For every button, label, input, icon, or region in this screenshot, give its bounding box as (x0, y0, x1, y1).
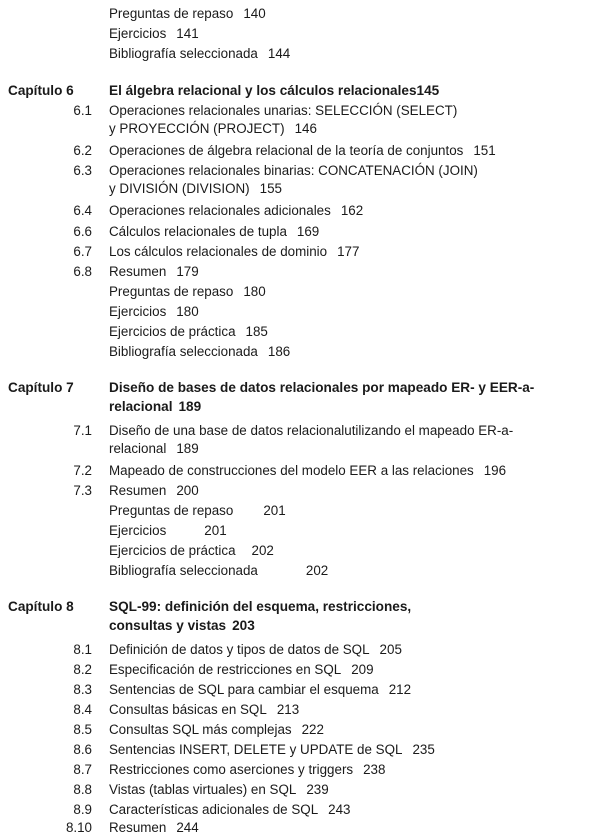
section-page: 209 (351, 662, 374, 677)
section-title-text: Resumen (109, 264, 167, 279)
section-page: 200 (176, 483, 199, 498)
section-number: 8.8 (73, 782, 92, 797)
entry-text: Bibliografía seleccionada (109, 563, 258, 578)
section-title-text: Especificación de restricciones en SQL (109, 662, 342, 677)
section-title (109, 720, 324, 740)
section-title-text: Resumen (109, 483, 167, 498)
section-title (109, 640, 402, 660)
section-number: 8.6 (73, 742, 92, 757)
entry-text: Ejercicios (109, 523, 167, 538)
entry-text: Preguntas de repaso (109, 6, 234, 21)
entry-page: 140 (243, 6, 266, 21)
toc-entry (109, 521, 227, 541)
section-page: 238 (363, 762, 386, 777)
section-number: 6.2 (73, 143, 92, 158)
section-page: 213 (276, 702, 300, 717)
section-title-continued (109, 179, 282, 199)
section-title: Diseño de una base de datos relacionalutilizando el mapeado ER-a- (109, 423, 514, 438)
section-page: 235 (412, 742, 435, 757)
entry-text: Preguntas de repaso (109, 284, 234, 299)
section-page: 205 (379, 642, 402, 657)
chapter-title-text: relacional (109, 399, 173, 414)
section-title (109, 680, 411, 700)
section-number: 6.7 (73, 244, 92, 259)
section-title-text: y DIVISIÓN (DIVISION) (109, 181, 250, 196)
toc-entry (109, 282, 266, 302)
section-title (109, 242, 359, 262)
section-page: 239 (306, 782, 329, 797)
entry-text: Bibliografía seleccionada (109, 46, 258, 61)
section-title-continued (109, 439, 199, 459)
toc-entry (109, 501, 286, 521)
chapter-title-continued (109, 616, 255, 636)
section-title-text: Definición de datos y tipos de datos de SQL (109, 642, 370, 657)
section-page: 155 (259, 181, 282, 196)
section-title-text: Mapeado de construcciones del modelo EER a las relaciones (109, 463, 474, 478)
section-title (109, 461, 506, 481)
entry-page: 141 (176, 26, 199, 41)
toc-entry (109, 322, 268, 342)
chapter-title-text: consultas y vistas (109, 618, 227, 633)
section-title (109, 818, 199, 838)
section-number: 6.4 (73, 203, 92, 218)
section-number: 7.1 (73, 423, 92, 438)
section-title (109, 201, 363, 221)
section-title (109, 141, 496, 161)
section-title-text: Consultas básicas en SQL (109, 702, 267, 717)
entry-page: 185 (245, 324, 268, 339)
section-page: 212 (388, 682, 412, 697)
section-number: 8.5 (73, 722, 92, 737)
section-title-text: Los cálculos relacionales de dominio (109, 244, 328, 259)
entry-text: Ejercicios de práctica (109, 543, 236, 558)
section-page: 179 (176, 264, 199, 279)
section-number: 8.10 (65, 820, 92, 835)
section-title-text: Operaciones relacionales adicionales (109, 203, 331, 218)
section-title (109, 222, 319, 242)
chapter-page: 189 (178, 399, 202, 414)
section-title-text: Resumen (109, 820, 167, 835)
entry-page: 144 (267, 46, 291, 61)
section-page: 151 (473, 143, 496, 158)
entry-page: 202 (251, 543, 274, 558)
chapter-title-continued (109, 397, 201, 417)
chapter-label: Capítulo 8 (8, 599, 74, 614)
section-page: 162 (340, 203, 364, 218)
toc-entry (109, 44, 290, 64)
section-title-text: Características adicionales de SQL (109, 802, 319, 817)
section-number: 8.7 (73, 762, 92, 777)
entry-page: 201 (263, 503, 286, 518)
section-title (109, 262, 199, 282)
entry-page: 186 (267, 344, 291, 359)
section-page: 146 (294, 121, 317, 136)
entry-page: 201 (204, 523, 227, 538)
chapter-title (109, 81, 439, 101)
section-number: 8.2 (73, 662, 92, 677)
toc-entry (109, 541, 274, 561)
chapter-page: 145 (416, 83, 440, 98)
chapter-label: Capítulo 6 (8, 83, 74, 98)
chapter-page: 203 (232, 618, 255, 633)
section-page: 222 (301, 722, 324, 737)
section-title (109, 780, 329, 800)
section-title-text: Consultas SQL más complejas (109, 722, 292, 737)
entry-text: Bibliografía seleccionada (109, 344, 258, 359)
section-number: 8.4 (73, 702, 92, 717)
section-page: 244 (176, 820, 199, 835)
toc-entry (109, 24, 199, 44)
section-page: 189 (176, 441, 199, 456)
section-title (109, 660, 374, 680)
section-page: 196 (483, 463, 507, 478)
section-title: Operaciones relacionales binarias: CONCATENACIÓN (JOIN) (109, 163, 478, 178)
section-page: 177 (337, 244, 360, 259)
entry-text: Ejercicios (109, 304, 167, 319)
toc-entry (109, 342, 290, 362)
section-title (109, 740, 435, 760)
toc-entry (109, 4, 266, 24)
section-title (109, 760, 385, 780)
section-title (109, 481, 199, 501)
chapter-label: Capítulo 7 (8, 380, 74, 395)
section-number: 8.1 (73, 642, 92, 657)
section-title-text: relacional (109, 441, 167, 456)
section-page: 243 (328, 802, 351, 817)
section-number: 6.8 (73, 264, 92, 279)
chapter-title: Diseño de bases de datos relacionales por mapeado ER- y EER-a- (109, 380, 535, 395)
chapter-title-text: El álgebra relacional y los cálculos relacionales (109, 83, 417, 98)
section-number: 7.3 (73, 483, 92, 498)
toc-entry (109, 561, 328, 581)
section-title-text: Sentencias de SQL para cambiar el esquema (109, 682, 379, 697)
section-title-text: Vistas (tablas virtuales) en SQL (109, 782, 297, 797)
section-number: 6.1 (73, 103, 92, 118)
toc-entry (109, 302, 199, 322)
section-title-text: Cálculos relacionales de tupla (109, 224, 287, 239)
section-number: 8.3 (73, 682, 92, 697)
entry-page: 202 (305, 563, 329, 578)
section-number: 7.2 (73, 463, 92, 478)
section-title-text: Restricciones como aserciones y triggers (109, 762, 354, 777)
section-title (109, 700, 299, 720)
section-title-text: y PROYECCIÓN (PROJECT) (109, 121, 285, 136)
section-number: 6.3 (73, 163, 92, 178)
section-title-text: Sentencias INSERT, DELETE y UPDATE de SQL (109, 742, 403, 757)
entry-page: 180 (176, 304, 199, 319)
section-page: 169 (296, 224, 320, 239)
section-title-continued (109, 119, 317, 139)
entry-page: 180 (243, 284, 266, 299)
section-title (109, 800, 351, 820)
chapter-title: SQL-99: definición del esquema, restricciones, (109, 599, 412, 614)
section-title: Operaciones relacionales unarias: SELECCIÓN (SELECT) (109, 103, 458, 118)
section-number: 6.6 (73, 224, 92, 239)
entry-text: Ejercicios de práctica (109, 324, 236, 339)
entry-text: Ejercicios (109, 26, 167, 41)
section-number: 8.9 (73, 802, 92, 817)
section-title-text: Operaciones de álgebra relacional de la teoría de conjuntos (109, 143, 464, 158)
entry-text: Preguntas de repaso (109, 503, 234, 518)
